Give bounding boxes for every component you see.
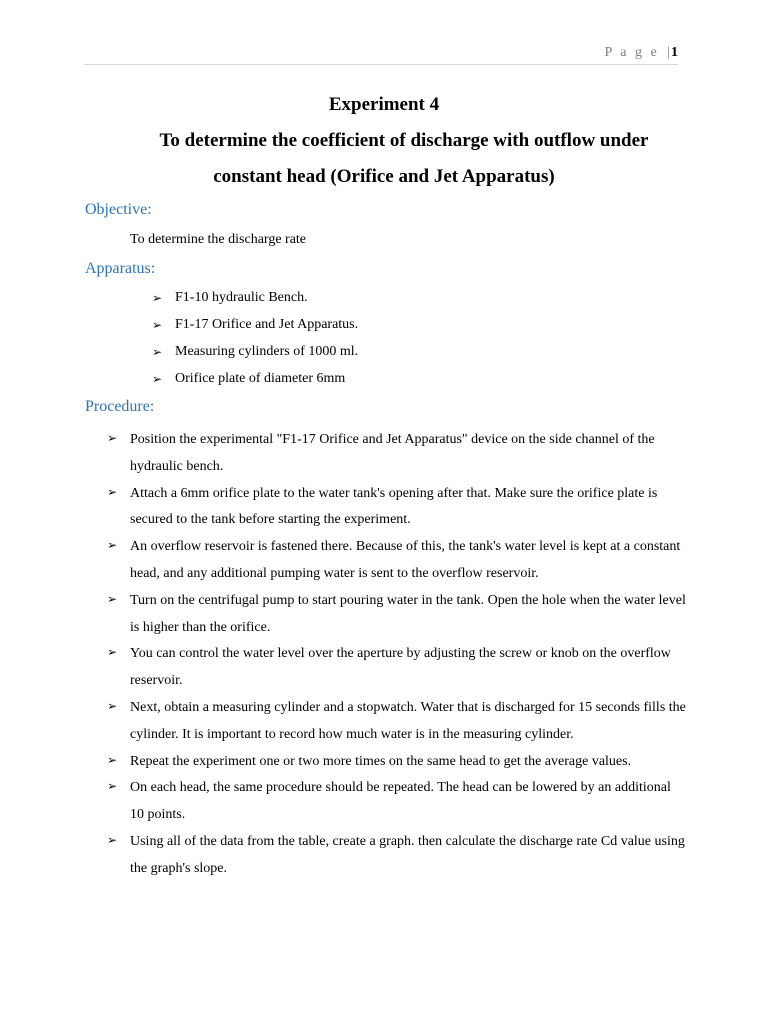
page-header bbox=[604, 45, 678, 61]
procedure-step-text: Position the experimental "F1-17 Orifice and Jet Apparatus" device on the side channel of the hydraulic bench. bbox=[130, 432, 655, 474]
procedure-heading: Procedure: bbox=[85, 398, 155, 415]
list-item bbox=[152, 369, 358, 396]
list-item bbox=[107, 641, 687, 695]
procedure-step-text: Using all of the data from the table, create a graph. then calculate the discharge rate Cd value using the graph's slope. bbox=[130, 833, 685, 876]
procedure-step-text: Repeat the experiment one or two more times on the same head to get the average values. bbox=[130, 753, 632, 769]
procedure-step-text: Attach a 6mm orifice plate to the water tank's opening after that. Make sure the orifice plate is secured to the tank before starting the experiment. bbox=[130, 485, 658, 528]
apparatus-item-text: Measuring cylinders of 1000 ml. bbox=[175, 344, 359, 359]
apparatus-item-text: Orifice plate of diameter 6mm bbox=[175, 371, 346, 386]
list-item bbox=[107, 534, 687, 588]
list-item bbox=[107, 481, 687, 535]
arrowhead-bullet-icon: ➢ bbox=[107, 832, 118, 847]
arrowhead-bullet-icon: ➢ bbox=[107, 538, 118, 553]
procedure-step-text: Turn on the centrifugal pump to start pouring water in the tank. Open the hole when the water level is higher than the orifice. bbox=[130, 592, 686, 635]
arrowhead-bullet-icon: ➢ bbox=[107, 431, 118, 445]
list-item bbox=[107, 695, 687, 749]
list-item bbox=[107, 588, 687, 642]
arrowhead-bullet-icon: ➢ bbox=[107, 752, 118, 767]
list-item bbox=[152, 342, 358, 369]
apparatus-item-text: F1-17 Orifice and Jet Apparatus. bbox=[175, 317, 359, 332]
list-item bbox=[152, 288, 358, 315]
procedure-step-text: Next, obtain a measuring cylinder and a stopwatch. Water that is discharged for 15 seconds fills the cylinder. It is important to record how much water is in the measuring cylinder. bbox=[130, 699, 686, 742]
objective-heading: Objective: bbox=[85, 201, 152, 218]
objective-text: To determine the discharge rate bbox=[130, 232, 307, 247]
page-separator: | bbox=[667, 45, 671, 60]
apparatus-heading: Apparatus: bbox=[85, 260, 156, 277]
experiment-title: Experiment 4 bbox=[328, 94, 440, 115]
procedure-step-text: An overflow reservoir is fastened there. Because of this, the tank's water level is kept at a constant head, and any additional pumping water is sent to the overflow reservoir. bbox=[130, 539, 681, 581]
list-item bbox=[152, 315, 358, 342]
experiment-subtitle-line-2: constant head (Orifice and Jet Apparatus) bbox=[213, 166, 555, 187]
experiment-subtitle-line-1: To determine the coefficient of discharge with outflow under bbox=[159, 130, 649, 151]
arrowhead-bullet-icon: ➢ bbox=[107, 698, 118, 713]
page-number: 1 bbox=[671, 45, 678, 60]
page-label: P a g e bbox=[604, 45, 660, 60]
list-item bbox=[107, 829, 687, 883]
arrowhead-bullet-icon: ➢ bbox=[152, 318, 163, 332]
apparatus-item-text: F1-10 hydraulic Bench. bbox=[175, 290, 308, 305]
list-item bbox=[107, 749, 687, 776]
list-item bbox=[107, 427, 687, 481]
list-item bbox=[107, 775, 687, 829]
arrowhead-bullet-icon: ➢ bbox=[107, 484, 118, 499]
arrowhead-bullet-icon: ➢ bbox=[107, 591, 118, 606]
procedure-step-text: On each head, the same procedure should be repeated. The head can be lowered by an additional 10 points. bbox=[130, 780, 671, 823]
arrowhead-bullet-icon: ➢ bbox=[107, 779, 118, 794]
procedure-step-text: You can control the water level over the aperture by adjusting the screw or knob on the overflow reservoir. bbox=[130, 646, 671, 689]
procedure-list bbox=[107, 427, 687, 883]
arrowhead-bullet-icon: ➢ bbox=[152, 345, 163, 359]
arrowhead-bullet-icon: ➢ bbox=[152, 291, 163, 305]
arrowhead-bullet-icon: ➢ bbox=[152, 372, 163, 386]
header-divider bbox=[84, 64, 678, 65]
arrowhead-bullet-icon: ➢ bbox=[107, 645, 118, 660]
apparatus-list bbox=[152, 288, 358, 396]
